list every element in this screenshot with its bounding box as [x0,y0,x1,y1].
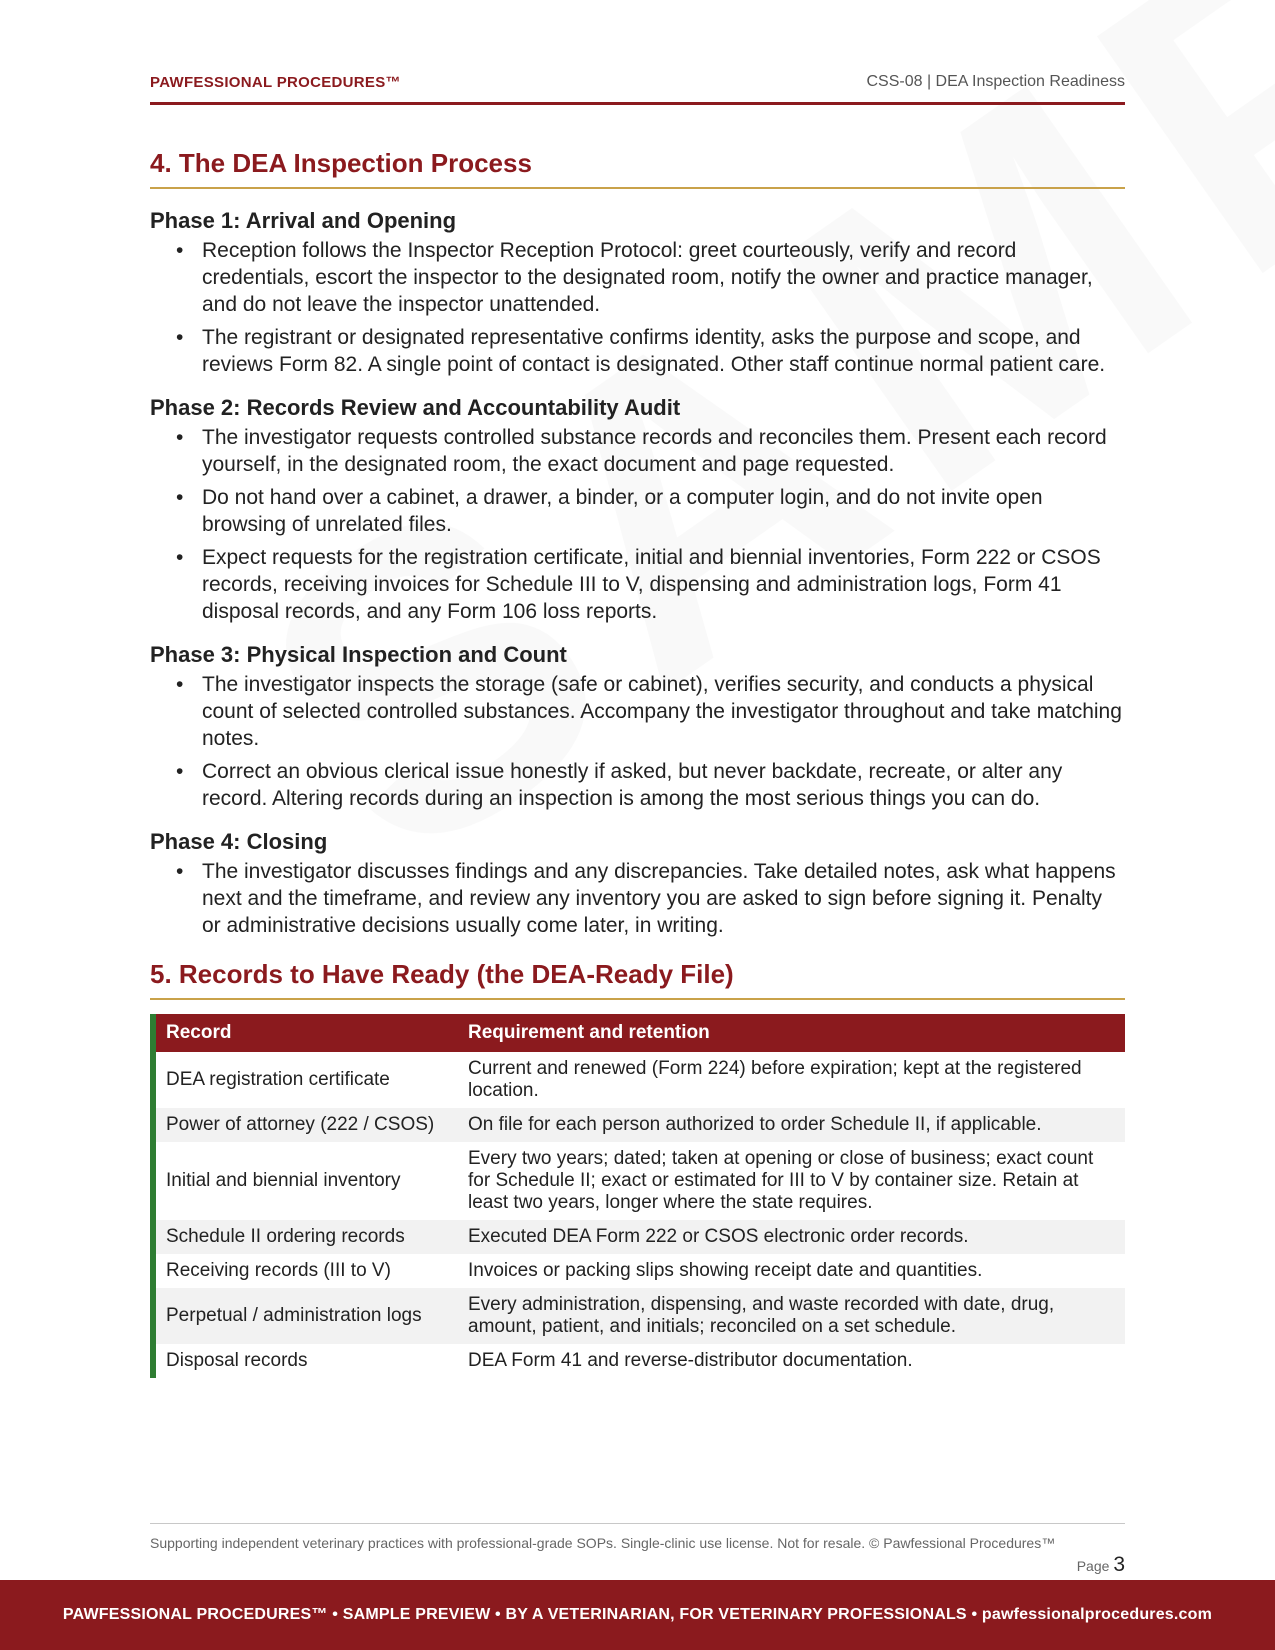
bullet-text: The registrant or designated representative confirms identity, asks the purpose and scope, and reviews Form 82. A single point of contact is designated. Other staff continue normal patient care. [202,326,1106,376]
section-4-title: 4. The DEA Inspection Process [150,148,1125,189]
phase-2 [150,394,1125,625]
record-requirement-cell: DEA Form 41 and reverse-distributor documentation. [458,1344,1125,1378]
table-row [153,1108,1125,1142]
list-item [150,424,1125,478]
record-name-cell: Disposal records [153,1344,458,1378]
list-item [150,324,1125,378]
record-name-cell: Schedule II ordering records [153,1220,458,1254]
phase-title: Phase 4: Closing [150,829,328,854]
phase-bullet-list [150,237,1125,378]
phase-3 [150,641,1125,812]
table-row [153,1142,1125,1220]
page-number-value: 3 [1113,1553,1125,1576]
header-brand: PAWFESSIONAL PROCEDURES™ [150,74,401,91]
footer-note: Supporting independent veterinary practices with professional-grade SOPs. Single-clinic use license. Not for resale. © Pawfessional Procedures™ [150,1535,1056,1551]
section-5 [150,959,1125,1378]
record-name-cell: Power of attorney (222 / CSOS) [153,1108,458,1142]
footer-banner-text: PAWFESSIONAL PROCEDURES™ • SAMPLE PREVIEW • BY A VETERINARIAN, FOR VETERINARY PROFESSIONALS • pawfessionalprocedures.com [62,1606,1213,1623]
records-col-record: Record [153,1014,458,1052]
bullet-icon: • [176,546,184,569]
bullet-icon: • [176,860,184,883]
phase-bullet-list [150,671,1125,812]
phase-1 [150,207,1125,378]
bullet-text: Correct an obvious clerical issue honestly if asked, but never backdate, recreate, or alter any record. Altering records during an inspection is among the most serious things you can do. [202,760,1063,810]
phase-title: Phase 1: Arrival and Opening [150,208,457,233]
record-name-cell: Perpetual / administration logs [153,1288,458,1344]
record-name-cell: Initial and biennial inventory [153,1142,458,1220]
phase-4 [150,828,1125,939]
list-item [150,671,1125,752]
page-number [1077,1553,1125,1577]
record-requirement-cell: Invoices or packing slips showing receipt date and quantities. [458,1254,1125,1288]
phase-bullet-list [150,424,1125,625]
bullet-text: Expect requests for the registration certificate, initial and biennial inventories, Form 222 or CSOS records, receiving invoices for Schedule III to V, dispensing and administration logs, Form 41 disposal records, and any Form 106 loss reports. [202,546,1101,623]
table-row [153,1052,1125,1108]
phase-title: Phase 2: Records Review and Accountability Audit [150,395,681,420]
bullet-icon: • [176,426,184,449]
record-requirement-cell: Current and renewed (Form 224) before expiration; kept at the registered location. [458,1052,1125,1108]
list-item [150,758,1125,812]
bullet-icon: • [176,673,184,696]
page-content [150,148,1125,1378]
bullet-text: The investigator inspects the storage (safe or cabinet), verifies security, and conducts a physical count of selected controlled substances. Accompany the investigator throughout and take matching notes. [202,673,1122,750]
list-item [150,484,1125,538]
record-requirement-cell: Every two years; dated; taken at opening or close of business; exact count for Schedule II; exact or estimated for III to V by container size. Retain at least two years, longer where the state requires. [458,1142,1125,1220]
records-col-requirement: Requirement and retention [458,1014,1125,1052]
list-item [150,858,1125,939]
phases-container [150,207,1125,939]
record-name-cell: DEA registration certificate [153,1052,458,1108]
bullet-text: Do not hand over a cabinet, a drawer, a binder, or a computer login, and do not invite open browsing of unrelated files. [202,486,1043,536]
page-label: Page [1076,1558,1110,1574]
page-header [150,70,1125,105]
table-row [153,1344,1125,1378]
phase-bullet-list [150,858,1125,939]
footer-divider [150,1523,1125,1524]
phase-title: Phase 3: Physical Inspection and Count [150,642,567,667]
bullet-icon: • [176,239,184,262]
table-row [153,1220,1125,1254]
footer-banner [0,1580,1275,1650]
bullet-icon: • [176,760,184,783]
record-requirement-cell: Executed DEA Form 222 or CSOS electronic order records. [458,1220,1125,1254]
bullet-icon: • [176,486,184,509]
list-item [150,237,1125,318]
bullet-icon: • [176,326,184,349]
table-row [153,1288,1125,1344]
record-name-cell: Receiving records (III to V) [153,1254,458,1288]
bullet-text: Reception follows the Inspector Reception Protocol: greet courteously, verify and record credentials, escort the inspector to the designated room, notify the owner and practice manager, and do not leave the inspector unattended. [202,239,1093,316]
bullet-text: The investigator discusses findings and any discrepancies. Take detailed notes, ask what happens next and the timeframe, and review any inventory you are asked to sign before signing it. Penalty or administrative decisions usually come later, in writing. [202,860,1116,937]
header-doc-id: CSS-08 | DEA Inspection Readiness [866,73,1125,90]
records-table [150,1014,1128,1378]
section-5-title: 5. Records to Have Ready (the DEA-Ready File) [150,959,1125,1000]
table-row [153,1254,1125,1288]
record-requirement-cell: Every administration, dispensing, and waste recorded with date, drug, amount, patient, and initials; reconciled on a set schedule. [458,1288,1125,1344]
record-requirement-cell: On file for each person authorized to order Schedule II, if applicable. [458,1108,1125,1142]
records-table-header-row [153,1014,1125,1052]
list-item [150,544,1125,625]
bullet-text: The investigator requests controlled substance records and reconciles them. Present each record yourself, in the designated room, the exact document and page requested. [202,426,1107,476]
records-table-body [153,1052,1125,1378]
